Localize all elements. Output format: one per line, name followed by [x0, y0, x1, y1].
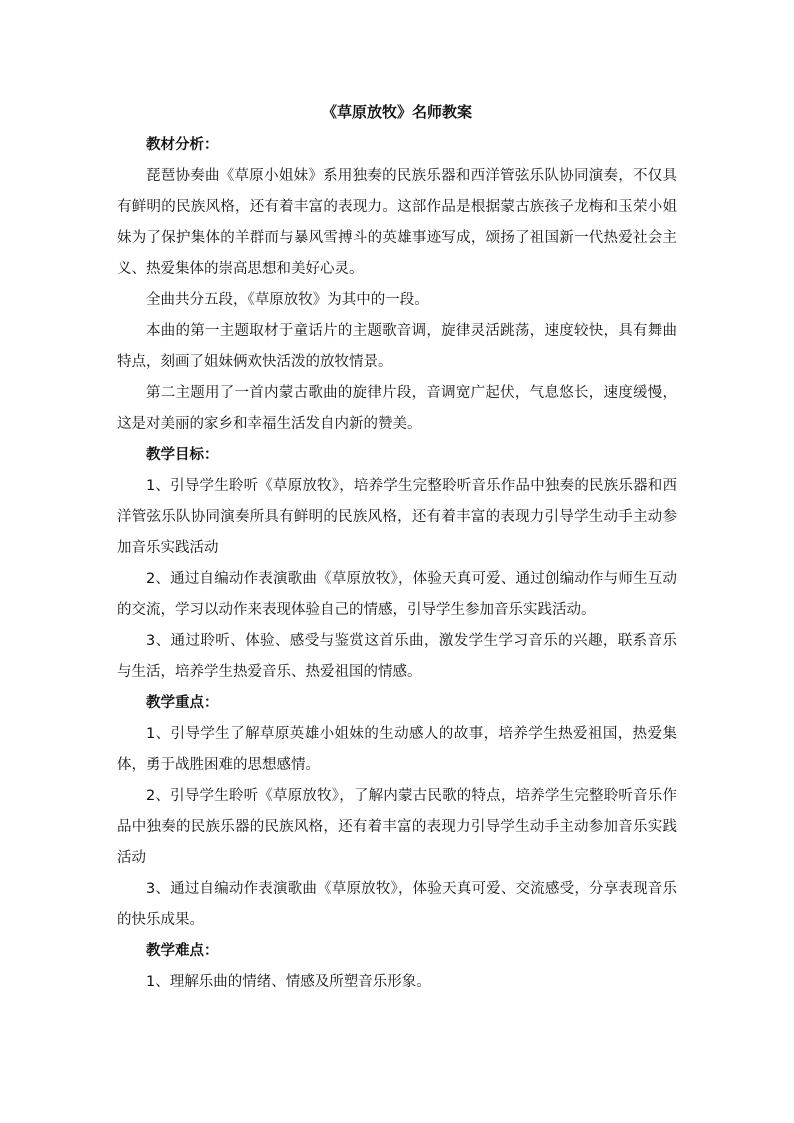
key-points-paragraph-3: 3、通过自编动作表演歌曲《草原放牧》，体验天真可爱、交流感受，分享表现音乐的快乐成果。 — [117, 881, 677, 928]
difficulties-paragraph-1: 1、理解乐曲的情绪、情感及所塑音乐形象。 — [146, 974, 431, 990]
key-points-paragraph-2: 2、引导学生聆听《草原放牧》，了解内蒙古民歌的特点，培养学生完整聆听音乐作品中独奏的民族乐器的民族风格，还有着丰富的表现力引导学生动手主动参加音乐实践活动 — [117, 788, 677, 866]
goals-paragraph-2: 2、通过自编动作表演歌曲《草原放牧》，体验天真可爱、通过创编动作与师生互动的交流，学习以动作来表现体验自己的情感，引导学生参加音乐实践活动。 — [117, 571, 677, 618]
goals-paragraph-1: 1、引导学生聆听《草原放牧》，培养学生完整聆听音乐作品中独奏的民族乐器和西洋管弦乐队协同演奏所具有鲜明的民族风格，还有着丰富的表现力引导学生动手主动参加音乐实践活动 — [117, 478, 677, 556]
analysis-paragraph-2: 全曲共分五段，《草原放牧》为其中的一段。 — [146, 292, 429, 308]
document-title: 《草原放牧》名师教案 — [321, 103, 472, 121]
analysis-paragraph-3: 本曲的第一主题取材于童话片的主题歌音调，旋律灵活跳荡，速度较快，具有舞曲特点，刻画了姐妹俩欢快活泼的放牧情景。 — [117, 323, 677, 370]
key-points-paragraph-1: 1、引导学生了解草原英雄小姐妹的生动感人的故事，培养学生热爱祖国，热爱集体，勇于战胜困难的思想感情。 — [117, 726, 677, 773]
section-heading-analysis: 教材分析： — [146, 137, 219, 153]
analysis-paragraph-4: 第二主题用了一首内蒙古歌曲的旋律片段，音调宽广起伏，气息悠长，速度缓慢，这是对美丽的家乡和幸福生活发自内新的赞美。 — [117, 385, 677, 432]
section-heading-goals: 教学目标： — [146, 447, 219, 463]
document-body — [117, 101, 677, 998]
section-heading-difficulties: 教学难点： — [146, 943, 219, 959]
goals-paragraph-3: 3、通过聆听、体验、感受与鉴赏这首乐曲，激发学生学习音乐的兴趣，联系音乐与生活，培养学生热爱音乐、热爱祖国的情感。 — [117, 633, 677, 680]
analysis-paragraph-1: 琵琶协奏曲《草原小姐妹》系用独奏的民族乐器和西洋管弦乐队协同演奏，不仅具有鲜明的民族风格，还有着丰富的表现力。这部作品是根据蒙古族孩子龙梅和玉荣小姐妹为了保护集体的羊群而与暴风雪搏斗的英雄事迹写成，颂扬了祖国新一代热爱社会主义、热爱集体的崇高思想和美好心灵。 — [117, 168, 677, 277]
section-heading-key-points: 教学重点： — [146, 695, 219, 711]
